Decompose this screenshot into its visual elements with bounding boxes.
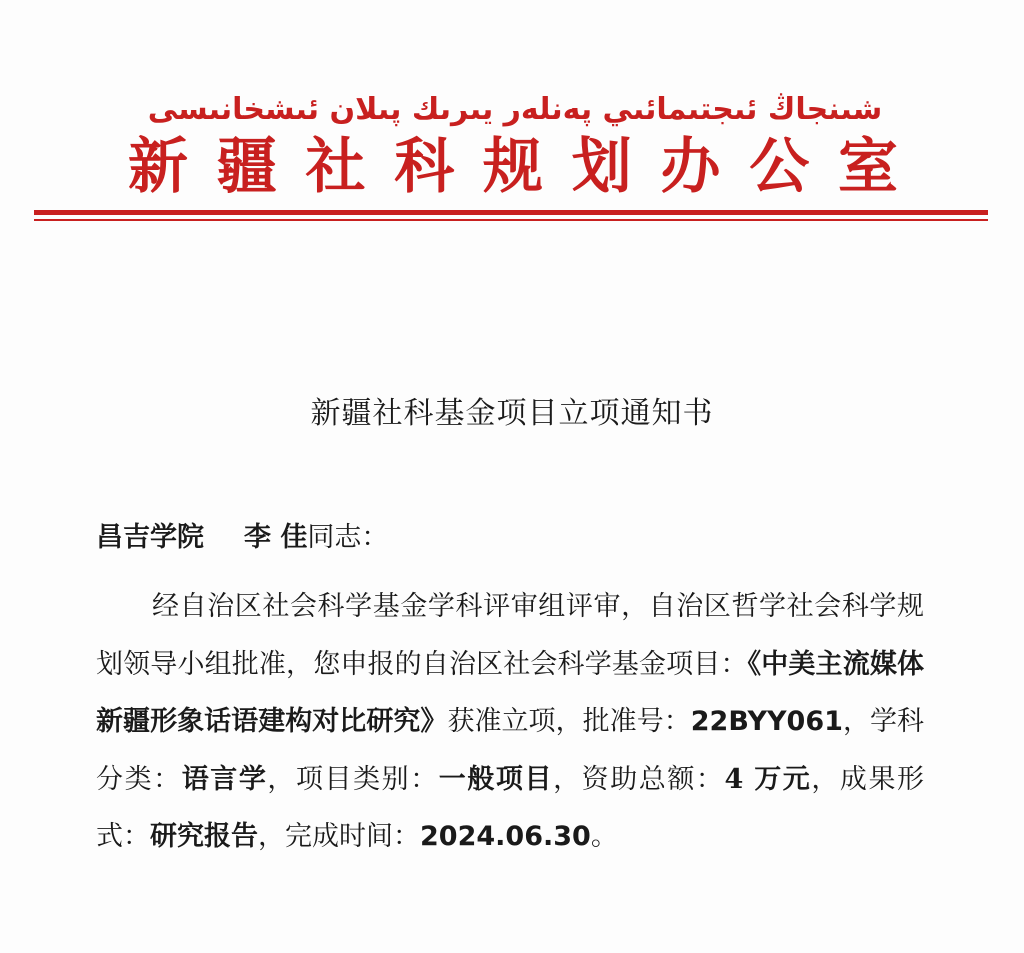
deadline-label: ，完成时间： <box>258 821 420 852</box>
approval-number: 22BYY061 <box>690 706 843 737</box>
approved-text: 获准立项，批准号： <box>447 706 691 737</box>
salutation-suffix: 同志： <box>307 522 389 553</box>
notice-title: 新疆社科基金项目立项通知书 <box>310 396 714 431</box>
subject-label: ，学科分类： <box>96 706 925 795</box>
funding-label: ，资助总额： <box>553 763 725 795</box>
notice-body <box>96 578 924 866</box>
outcome-label: ，成果形式： <box>96 763 925 852</box>
project-title: 《中美主流媒体新疆形象话语建构对比研究》 <box>96 648 925 737</box>
letterhead-rule-thin <box>34 219 988 221</box>
letterhead-rule-thick <box>34 210 988 215</box>
salutation <box>96 518 388 558</box>
funding-value: 4 万元 <box>724 763 812 795</box>
letterhead-uyghur-name: شىنجاڭ ئىجتىمائىي پەنلەر يىرىك پىلان ئىشخانىسى <box>147 92 883 127</box>
category-label: ，项目类别： <box>267 763 439 795</box>
letterhead-org-name: 新疆社科规划办公室 <box>128 132 898 202</box>
salutation-person: 李 佳 <box>244 522 308 553</box>
outcome-value: 研究报告 <box>150 821 258 852</box>
end-mark: 。 <box>590 821 618 852</box>
body-paragraph <box>96 578 924 866</box>
category-value: 一般项目 <box>438 763 554 795</box>
subject-value: 语言学 <box>181 763 268 795</box>
salutation-institution: 昌吉学院 <box>96 522 204 553</box>
deadline-value: 2024.06.30 <box>420 821 591 852</box>
body-intro: 经自治区社会科学基金学科评审组评审，自治区哲学社会科学规划领导小组批准，您申报的自治区社会科学基金项目： <box>96 591 924 680</box>
